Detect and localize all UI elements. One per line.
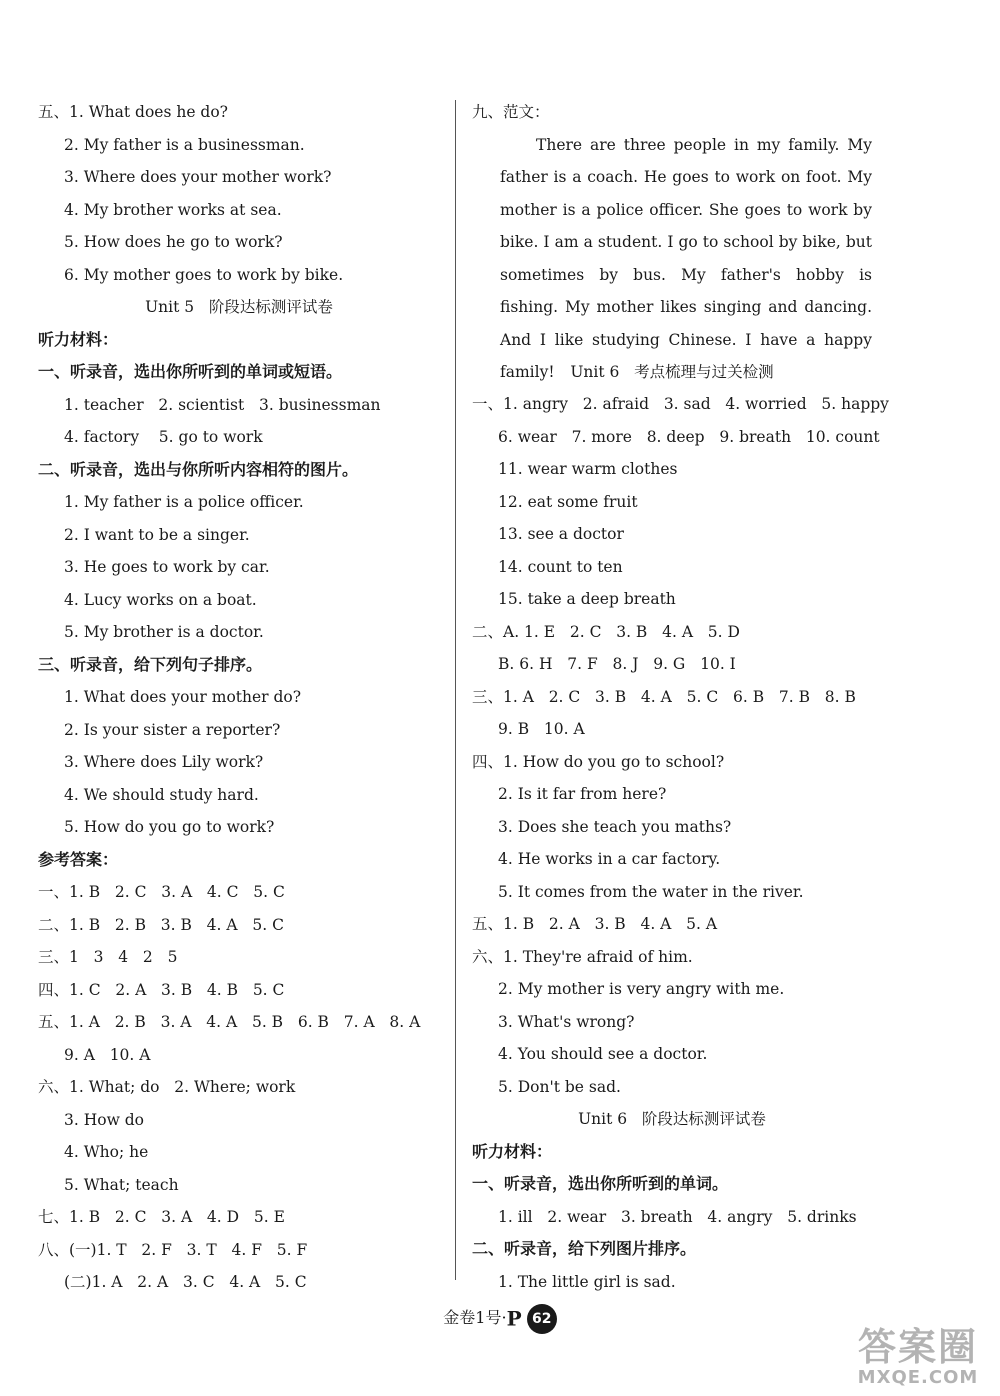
text-line: 9. B 10. A	[498, 720, 585, 738]
text-line: 5. Don't be sad.	[498, 1077, 621, 1096]
text-line: 五、1. A 2. B 3. A 4. A 5. B 6. B 7. A 8. A	[38, 1013, 421, 1031]
left-column	[38, 96, 440, 1299]
text-line: 二、听录音，给下列图片排序。	[472, 1239, 697, 1258]
text-line: 八、(一)1. T 2. F 3. T 4. F 5. F	[38, 1240, 308, 1259]
right-column-header	[472, 96, 872, 129]
text-line: 一、听录音，选出你所听到的单词。	[472, 1174, 729, 1193]
watermark-text: 答案圈	[857, 1325, 978, 1369]
text-line: 5. How do you go to work?	[64, 818, 275, 836]
text-line: 4. He works in a car factory.	[498, 850, 721, 868]
text-line: 七、1. B 2. C 3. A 4. D 5. E	[38, 1208, 285, 1226]
text-line: Unit 5 阶段达标测评试卷	[145, 298, 333, 316]
text-line: 3. Where does Lily work?	[64, 753, 264, 771]
text-line: 5. It comes from the water in the river.	[498, 882, 804, 901]
text-line: 13. see a doctor	[498, 525, 624, 543]
text-line: 四、1. C 2. A 3. B 4. B 5. C	[38, 980, 285, 999]
text-line: 2. Is your sister a reporter?	[64, 720, 281, 739]
text-line: (二)1. A 2. A 3. C 4. A 5. C	[64, 1273, 307, 1291]
sample-essay: There are three people in my family. My father is a coach. He goes to work on foot. My mother is a police officer. She goes to work by bike. I am a student. I go to school by bike, but sometimes by bus. My father's hobby is fishing. My mother likes singing and dancing. And I like studying Chinese. I have a happy family!	[500, 135, 872, 381]
text-line: 3. Does she teach you maths?	[498, 817, 732, 836]
text-line: 六、1. What; do 2. Where; work	[38, 1078, 296, 1096]
text-line: 4. factory 5. go to work	[64, 428, 263, 446]
text-line: 2. My father is a businessman.	[64, 135, 305, 154]
footer-label: 金卷1号·	[443, 1308, 507, 1327]
right-column	[472, 96, 889, 1298]
text-line: 3. Where does your mother work?	[64, 168, 332, 186]
text-line: 1. teacher 2. scientist 3. businessman	[64, 395, 381, 414]
text-line: 4. Who; he	[64, 1143, 149, 1161]
text-line: 五、1. B 2. A 3. B 4. A 5. A	[472, 915, 718, 933]
text-line: 1. My father is a police officer.	[64, 493, 304, 511]
text-line: 1. What does your mother do?	[64, 688, 302, 706]
text-line: Unit 6 考点梳理与过关检测	[570, 362, 774, 381]
column-divider	[455, 100, 456, 1280]
text-line: 听力材料：	[38, 329, 119, 349]
text-line: 12. eat some fruit	[498, 492, 638, 511]
text-line: 5. My brother is a doctor.	[64, 623, 264, 641]
text-line: 14. count to ten	[498, 557, 623, 576]
text-line: 一、1. B 2. C 3. A 4. C 5. C	[38, 883, 285, 901]
text-line: 4. My brother works at sea.	[64, 200, 282, 219]
text-line: 4. Lucy works on a boat.	[64, 590, 257, 609]
text-line: 二、1. B 2. B 3. B 4. A 5. C	[38, 915, 284, 934]
text-line: 4. You should see a doctor.	[498, 1045, 708, 1063]
text-line: 听力材料：	[472, 1141, 553, 1161]
text-line: 三、听录音，给下列句子排序。	[38, 654, 263, 674]
text-line: 2. Is it far from here?	[498, 785, 667, 803]
text-line: 1. The little girl is sad.	[498, 1272, 676, 1291]
text-line: 五、1. What does he do?	[38, 103, 228, 121]
text-line: 3. How do	[64, 1110, 145, 1129]
text-line: 2. My mother is very angry with me.	[498, 980, 785, 998]
text-line: 三、1. A 2. C 3. B 4. A 5. C 6. B 7. B 8. B	[472, 687, 856, 706]
text-line: 六、1. They're afraid of him.	[472, 947, 693, 966]
text-line: B. 6. H 7. F 8. J 9. G 10. I	[498, 655, 736, 673]
text-line: 5. What; teach	[64, 1175, 179, 1194]
text-line: 九、范文：	[472, 103, 550, 121]
text-line: Unit 6 阶段达标测评试卷	[578, 1110, 766, 1128]
right-column-body	[472, 356, 889, 1299]
text-line: 11. wear warm clothes	[498, 460, 678, 478]
text-line: 三、1 3 4 2 5	[38, 948, 178, 966]
text-line: 二、听录音，选出与你所听内容相符的图片。	[38, 459, 359, 479]
text-line: 四、1. How do you go to school?	[472, 752, 725, 771]
text-line: 参考答案：	[38, 849, 119, 869]
text-line: 5. How does he go to work?	[64, 233, 283, 251]
text-line: 2. I want to be a singer.	[64, 525, 250, 544]
text-line: 一、1. angry 2. afraid 3. sad 4. worried 5. happy	[472, 395, 889, 413]
watermark-logo	[848, 1326, 988, 1388]
text-line: 一、听录音，选出你所听到的单词或短语。	[38, 362, 343, 381]
footer-p: P	[506, 1306, 522, 1331]
watermark-url: MXQE.COM	[857, 1367, 979, 1388]
page-number: 62	[527, 1304, 557, 1334]
text-line: 9. A 10. A	[64, 1045, 151, 1064]
text-line: 6. My mother goes to work by bike.	[64, 265, 344, 284]
text-line: 6. wear 7. more 8. deep 9. breath 10. count	[498, 427, 880, 446]
text-line: 1. ill 2. wear 3. breath 4. angry 5. drinks	[498, 1207, 857, 1226]
text-line: 15. take a deep breath	[498, 590, 676, 608]
text-line: 4. We should study hard.	[64, 785, 259, 804]
text-line: 二、A. 1. E 2. C 3. B 4. A 5. D	[472, 622, 740, 641]
text-line: 3. What's wrong?	[498, 1012, 635, 1031]
text-line: 3. He goes to work by car.	[64, 558, 270, 576]
